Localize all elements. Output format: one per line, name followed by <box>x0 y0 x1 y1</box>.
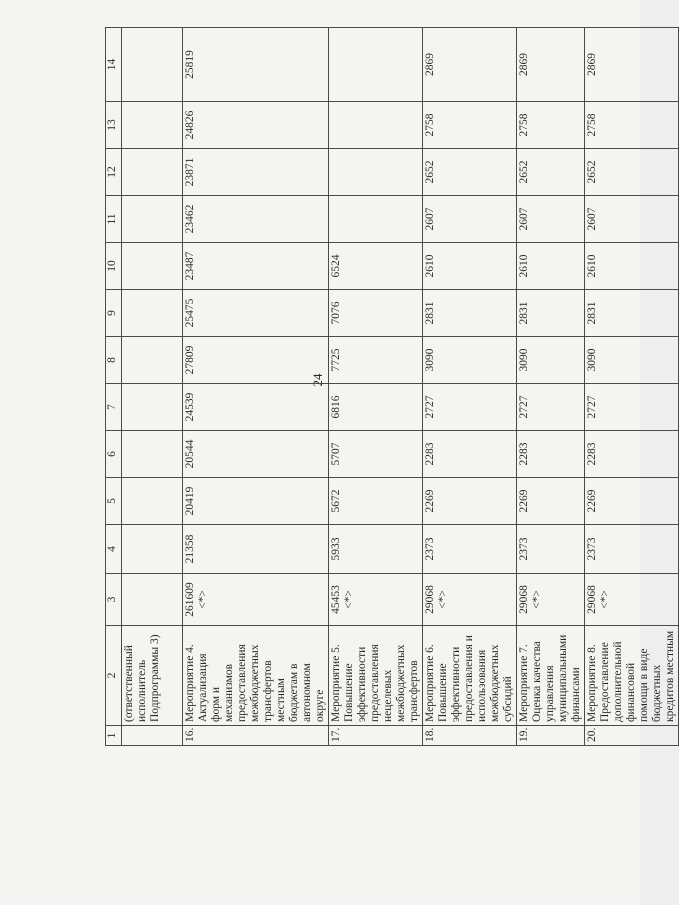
table-cell: 27809 <box>183 337 329 384</box>
table-row <box>122 28 183 746</box>
page-number: 24 <box>310 373 325 387</box>
row-name: Мероприятие 5. Повышение эффективности предоставления нецелевых межбюджетных трансфертов <box>329 626 423 726</box>
table-cell: 2758 <box>585 102 679 149</box>
column-header: 2 <box>106 626 122 726</box>
column-header: 3 <box>106 574 122 626</box>
table-cell <box>122 243 183 290</box>
table-cell: 23871 <box>183 149 329 196</box>
table-cell: 2283 <box>517 431 585 478</box>
table-cell: 3090 <box>423 337 517 384</box>
row-number <box>122 726 183 746</box>
row-name: Мероприятие 8. Предоставление дополнительной финансовой помощи в виде бюджетных кредитов местным <box>585 626 679 726</box>
table-cell: 5933 <box>329 525 423 574</box>
table-cell: 29068 <*> <box>585 574 679 626</box>
table-cell: 2758 <box>423 102 517 149</box>
table-cell: 6816 <box>329 384 423 431</box>
row-number: 17. <box>329 726 423 746</box>
row-number: 16. <box>183 726 329 746</box>
table-cell <box>122 102 183 149</box>
table-cell: 2652 <box>585 149 679 196</box>
column-header: 1 <box>106 726 122 746</box>
table-cell <box>122 337 183 384</box>
table-cell: 2269 <box>517 478 585 525</box>
column-header: 5 <box>106 478 122 525</box>
table-cell: 45453 <*> <box>329 574 423 626</box>
table-cell: 2607 <box>517 196 585 243</box>
table-cell: 2283 <box>423 431 517 478</box>
row-name: (ответственный исполнитель Подпрограммы 3) <box>122 626 183 726</box>
table-cell <box>122 196 183 243</box>
table-cell: 3090 <box>517 337 585 384</box>
table-cell: 2610 <box>517 243 585 290</box>
table-cell: 2607 <box>423 196 517 243</box>
table-cell: 2652 <box>423 149 517 196</box>
table-cell: 7076 <box>329 290 423 337</box>
table-row <box>183 28 329 746</box>
table-cell: 2373 <box>585 525 679 574</box>
table-cell: 29068 <*> <box>423 574 517 626</box>
table-cell <box>329 196 423 243</box>
table-cell <box>329 149 423 196</box>
column-header: 13 <box>106 102 122 149</box>
table-cell: 7725 <box>329 337 423 384</box>
table-cell: 261609 <*> <box>183 574 329 626</box>
table-cell: 20544 <box>183 431 329 478</box>
table-cell <box>122 28 183 102</box>
column-header: 14 <box>106 28 122 102</box>
table-cell: 2727 <box>423 384 517 431</box>
table-cell <box>122 431 183 478</box>
column-header: 9 <box>106 290 122 337</box>
table-cell: 29068 <*> <box>517 574 585 626</box>
row-number: 20. <box>585 726 679 746</box>
table-cell: 25819 <box>183 28 329 102</box>
table-cell: 2373 <box>517 525 585 574</box>
table-cell <box>122 384 183 431</box>
row-name: Мероприятие 6. Повышение эффективности предоставления и использования межбюджетных субсидий <box>423 626 517 726</box>
table-cell: 2373 <box>423 525 517 574</box>
column-header: 6 <box>106 431 122 478</box>
column-header: 10 <box>106 243 122 290</box>
table-cell <box>122 525 183 574</box>
row-number: 19. <box>517 726 585 746</box>
row-number: 18. <box>423 726 517 746</box>
table-cell <box>122 290 183 337</box>
table-cell: 2652 <box>517 149 585 196</box>
table-cell: 23487 <box>183 243 329 290</box>
table-cell: 2727 <box>517 384 585 431</box>
table-row <box>423 28 517 746</box>
table-cell: 24539 <box>183 384 329 431</box>
table-cell: 2831 <box>423 290 517 337</box>
table-cell: 24826 <box>183 102 329 149</box>
table-cell: 2607 <box>585 196 679 243</box>
table-cell: 23462 <box>183 196 329 243</box>
table-cell: 21358 <box>183 525 329 574</box>
table-cell <box>122 478 183 525</box>
table-cell: 2869 <box>423 28 517 102</box>
table-cell: 6524 <box>329 243 423 290</box>
table-cell: 20419 <box>183 478 329 525</box>
table-cell: 25475 <box>183 290 329 337</box>
table-cell <box>329 102 423 149</box>
table-cell: 2269 <box>585 478 679 525</box>
table-cell: 2283 <box>585 431 679 478</box>
column-header: 12 <box>106 149 122 196</box>
table-cell: 5672 <box>329 478 423 525</box>
budget-table <box>105 27 679 746</box>
column-header: 8 <box>106 337 122 384</box>
table-row <box>517 28 585 746</box>
table-cell <box>122 149 183 196</box>
table-cell: 5707 <box>329 431 423 478</box>
header-row <box>106 28 122 746</box>
table-cell: 2610 <box>585 243 679 290</box>
column-header: 7 <box>106 384 122 431</box>
table-cell: 2727 <box>585 384 679 431</box>
table-cell <box>329 28 423 102</box>
table-row <box>585 28 679 746</box>
rotated-table-container <box>105 28 676 746</box>
row-name: Мероприятие 4. Актуализация форм и механизмов предоставления межбюджетных трансфертов местным бюджетам в автономном округе <box>183 626 329 726</box>
table-cell: 2831 <box>585 290 679 337</box>
row-name: Мероприятие 7. Оценка качества управления муниципальными финансами <box>517 626 585 726</box>
table-cell: 3090 <box>585 337 679 384</box>
column-header: 11 <box>106 196 122 243</box>
table-cell: 2831 <box>517 290 585 337</box>
table-cell: 2869 <box>517 28 585 102</box>
table-row <box>329 28 423 746</box>
table-cell: 2758 <box>517 102 585 149</box>
table-cell: 2869 <box>585 28 679 102</box>
column-header: 4 <box>106 525 122 574</box>
table-cell: 2269 <box>423 478 517 525</box>
table-cell <box>122 574 183 626</box>
table-cell: 2610 <box>423 243 517 290</box>
